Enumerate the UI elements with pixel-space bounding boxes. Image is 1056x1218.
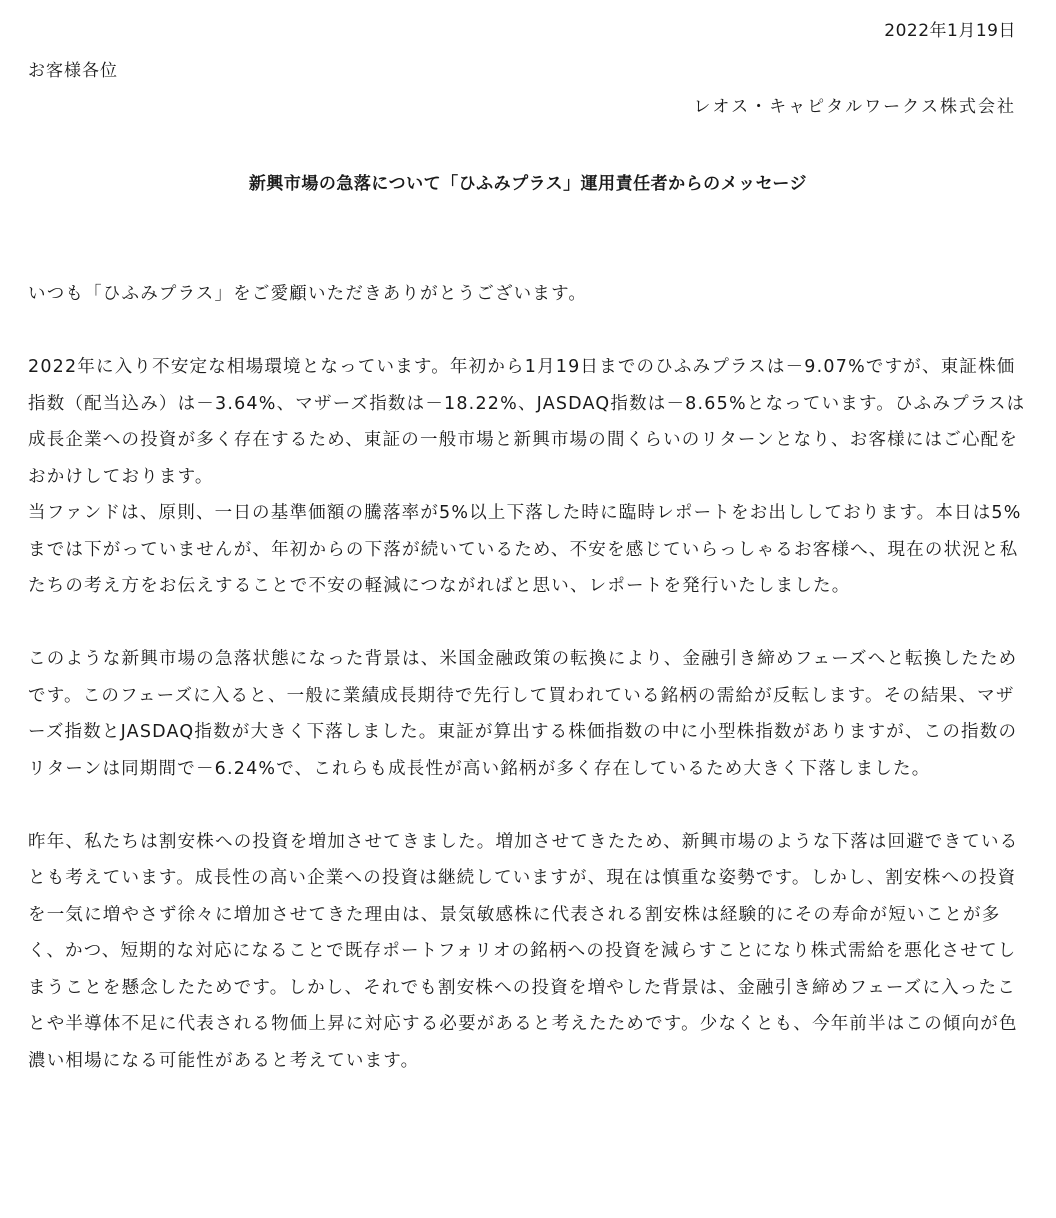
- paragraph-spacer: [28, 313, 1028, 350]
- paragraph-background: このような新興市場の急落状態になった背景は、米国金融政策の転換により、金融引き締めフェーズへと転換したためです。このフェーズに入ると、一般に業績成長期待で先行して買われている銘柄の需給が反転します。その結果、マザーズ指数とJASDAQ指数が大きく下落しました。東証が算出する株価指数の中に小型株指数がありますが、この指数のリターンは同期間で－6.24%で、これらも成長性が高い銘柄が多く存在しているため大きく下落しました。: [28, 649, 1018, 779]
- paragraph-market-performance: 2022年に入り不安定な相場環境となっています。年初から1月19日までのひふみプラスは－9.07%ですが、東証株価指数（配当込み）は－3.64%、マザーズ指数は－18.22%、JASDAQ指数は－8.65%となっています。ひふみプラスは成長企業への投資が多く存在するため、東証の一般市場と新興市場の間くらいのリターンとなり、お客様にはご心配をおかけしております。: [28, 357, 1026, 487]
- paragraph-spacer: [28, 605, 1028, 642]
- paragraph-report-policy: 当ファンドは、原則、一日の基準価額の騰落率が5%以上下落した時に臨時レポートをお出ししております。本日は5%までは下がっていませんが、年初からの下落が続いているため、不安を感じていらっしゃるお客様へ、現在の状況と私たちの考え方をお伝えすることで不安の軽減につながればと思い、レポートを発行いたしました。: [28, 503, 1022, 596]
- company-name: レオス・キャピタルワークス株式会社: [693, 97, 1016, 117]
- letter-title: 新興市場の急落について「ひふみプラス」運用責任者からのメッセージ: [248, 174, 808, 194]
- letter-body: [28, 276, 1028, 1079]
- paragraph-greeting: いつも「ひふみプラス」をご愛顧いただきありがとうございます。: [28, 284, 588, 304]
- letter-date: 2022年1月19日: [884, 21, 1016, 41]
- letter-addressee: お客様各位: [28, 61, 118, 81]
- paragraph-strategy: 昨年、私たちは割安株への投資を増加させてきました。増加させてきたため、新興市場のような下落は回避できているとも考えています。成長性の高い企業への投資は継続していますが、現在は慎重な姿勢です。しかし、割安株への投資を一気に増やさず徐々に増加させてきた理由は、景気敏感株に代表される割安株は経験的にその寿命が短いことが多く、かつ、短期的な対応になることで既存ポートフォリオの銘柄への投資を減らすことになり株式需給を悪化させてしまうことを懸念したためです。しかし、それでも割安株への投資を増やした背景は、金融引き締めフェーズに入ったことや半導体不足に代表される物価上昇に対応する必要があると考えたためです。少なくとも、今年前半はこの傾向が色濃い相場になる可能性があると考えています。: [28, 831, 1019, 1071]
- paragraph-spacer: [28, 787, 1028, 824]
